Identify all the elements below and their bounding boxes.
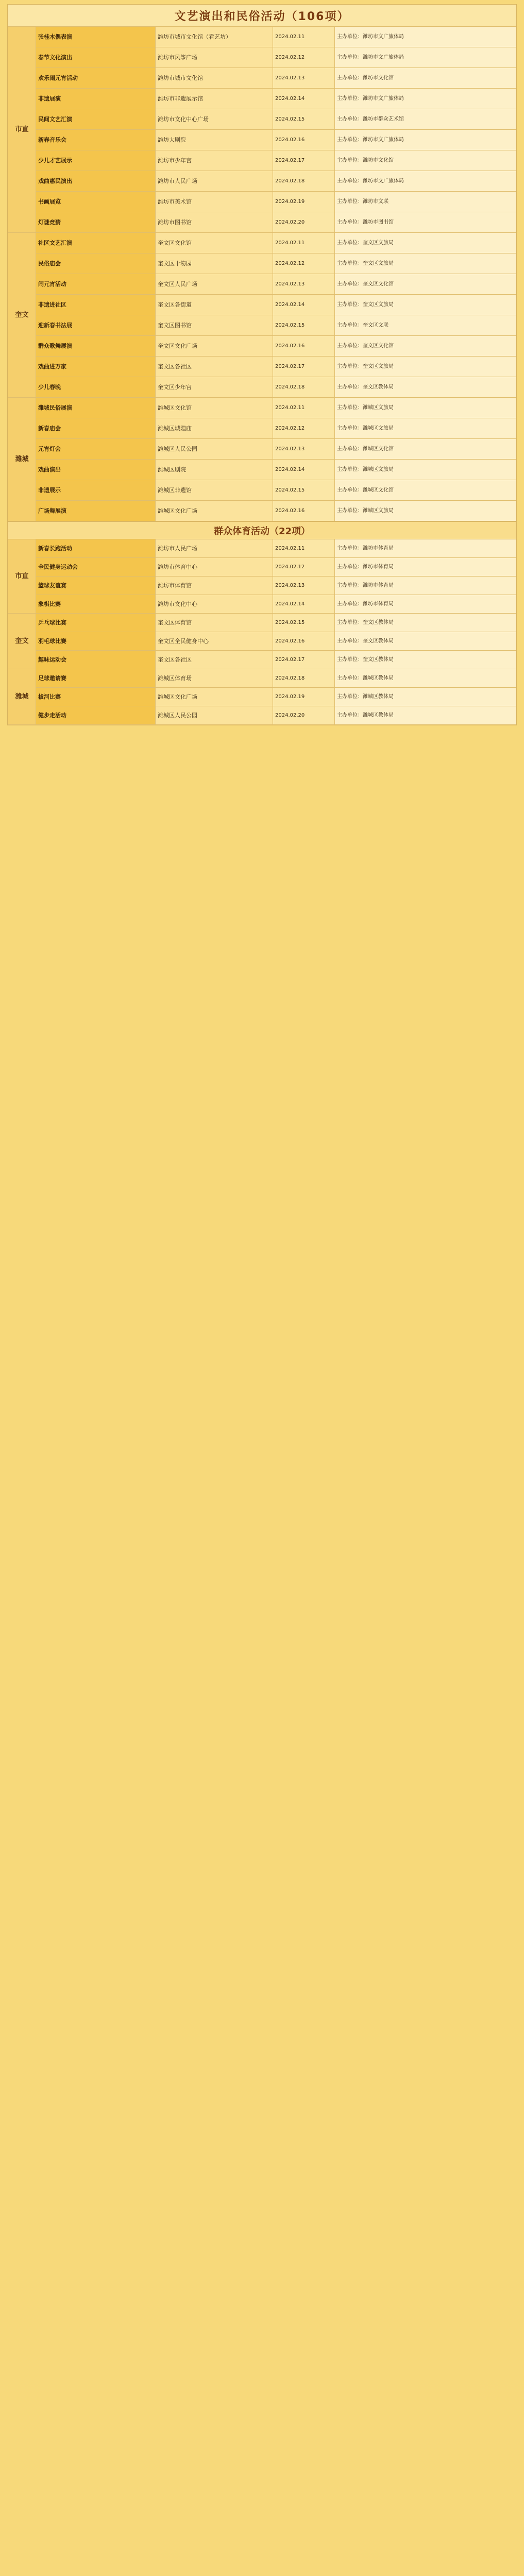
event-place-cell: 奎文区文化广场 [156, 336, 273, 357]
event-name-cell: 新春音乐会 [36, 130, 156, 150]
event-name-cell: 书画展览 [36, 192, 156, 212]
event-place-cell: 奎文区文化馆 [156, 233, 273, 253]
event-place-cell: 潍城区城隍庙 [156, 418, 273, 439]
table-row [8, 212, 516, 233]
table-row [8, 233, 516, 253]
event-date-cell: 2024.02.13 [273, 274, 335, 295]
event-date-cell: 2024.02.13 [273, 439, 335, 460]
event-place-cell: 潍坊市文化中心 [156, 595, 273, 614]
event-place-cell: 潍城区人民公园 [156, 706, 273, 725]
event-date-cell: 2024.02.16 [273, 632, 335, 651]
table-row [8, 130, 516, 150]
event-organizer-cell: 主办单位：潍坊市图书馆 [335, 212, 516, 233]
sports-events-table [8, 539, 516, 725]
event-date-cell: 2024.02.14 [273, 460, 335, 480]
event-organizer-cell: 主办单位：潍坊市文化馆 [335, 150, 516, 171]
event-place-cell: 潍城区文化广场 [156, 501, 273, 521]
event-name-cell: 非遗展示 [36, 480, 156, 501]
table-row [8, 577, 516, 595]
event-organizer-cell: 主办单位：潍坊市文广旅体局 [335, 47, 516, 68]
region-cell: 市直 [8, 27, 36, 233]
event-name-cell: 少儿春晚 [36, 377, 156, 398]
event-date-cell: 2024.02.17 [273, 150, 335, 171]
event-place-cell: 潍坊市体育中心 [156, 558, 273, 577]
table-row [8, 651, 516, 669]
table-row [8, 460, 516, 480]
event-name-cell: 戏曲演出 [36, 460, 156, 480]
event-name-cell: 闹元宵活动 [36, 274, 156, 295]
event-date-cell: 2024.02.12 [273, 418, 335, 439]
table-row [8, 315, 516, 336]
event-place-cell: 潍坊大剧院 [156, 130, 273, 150]
event-place-cell: 潍坊市城市文化馆 [156, 68, 273, 89]
table-row [8, 336, 516, 357]
event-organizer-cell: 主办单位：奎文区文旅局 [335, 295, 516, 315]
table-row [8, 68, 516, 89]
table-row [8, 669, 516, 688]
region-cell: 市直 [8, 539, 36, 614]
event-organizer-cell: 主办单位：奎文区教体局 [335, 377, 516, 398]
region-cell: 潍城 [8, 669, 36, 725]
region-cell: 潍城 [8, 398, 36, 521]
event-name-cell: 新春庙会 [36, 418, 156, 439]
table-row [8, 614, 516, 632]
event-organizer-cell: 主办单位：潍城区文旅局 [335, 501, 516, 521]
event-name-cell: 非遗进社区 [36, 295, 156, 315]
event-organizer-cell: 主办单位：奎文区文联 [335, 315, 516, 336]
event-date-cell: 2024.02.18 [273, 171, 335, 192]
event-date-cell: 2024.02.15 [273, 109, 335, 130]
event-place-cell: 奎文区体育馆 [156, 614, 273, 632]
event-organizer-cell: 主办单位：潍城区教体局 [335, 688, 516, 706]
event-place-cell: 潍坊市文化中心广场 [156, 109, 273, 130]
table-row [8, 632, 516, 651]
event-schedule-sheet [7, 4, 517, 725]
event-name-cell: 新春长跑活动 [36, 539, 156, 558]
event-date-cell: 2024.02.19 [273, 688, 335, 706]
event-place-cell: 潍坊市少年宫 [156, 150, 273, 171]
table-row [8, 150, 516, 171]
table-row [8, 501, 516, 521]
table-row [8, 295, 516, 315]
region-cell: 奎文 [8, 233, 36, 398]
table-row [8, 89, 516, 109]
event-organizer-cell: 主办单位：奎文区文化馆 [335, 274, 516, 295]
event-name-cell: 足球邀请赛 [36, 669, 156, 688]
event-organizer-cell: 主办单位：潍坊市文广旅体局 [335, 27, 516, 47]
event-place-cell: 奎文区人民广场 [156, 274, 273, 295]
event-date-cell: 2024.02.18 [273, 669, 335, 688]
table-row [8, 357, 516, 377]
region-cell: 奎文 [8, 614, 36, 669]
event-name-cell: 非遗展演 [36, 89, 156, 109]
table-row [8, 109, 516, 130]
event-date-cell: 2024.02.11 [273, 233, 335, 253]
table-row [8, 377, 516, 398]
event-place-cell: 奎文区各社区 [156, 357, 273, 377]
event-place-cell: 奎文区少年宫 [156, 377, 273, 398]
event-organizer-cell: 主办单位：奎文区文旅局 [335, 357, 516, 377]
table-row [8, 253, 516, 274]
event-place-cell: 奎文区各街道 [156, 295, 273, 315]
table-row [8, 398, 516, 418]
event-place-cell: 潍坊市风筝广场 [156, 47, 273, 68]
table-row [8, 27, 516, 47]
event-name-cell: 广场舞展演 [36, 501, 156, 521]
event-place-cell: 潍坊市图书馆 [156, 212, 273, 233]
event-organizer-cell: 主办单位：潍坊市群众艺术馆 [335, 109, 516, 130]
event-date-cell: 2024.02.14 [273, 89, 335, 109]
event-name-cell: 羽毛球比赛 [36, 632, 156, 651]
event-name-cell: 少儿才艺展示 [36, 150, 156, 171]
table-row [8, 418, 516, 439]
event-organizer-cell: 主办单位：潍坊市体育局 [335, 558, 516, 577]
event-name-cell: 春节文化演出 [36, 47, 156, 68]
event-date-cell: 2024.02.12 [273, 253, 335, 274]
table-row [8, 171, 516, 192]
event-organizer-cell: 主办单位：潍坊市体育局 [335, 539, 516, 558]
table-row [8, 192, 516, 212]
event-organizer-cell: 主办单位：潍坊市文广旅体局 [335, 130, 516, 150]
event-place-cell: 奎文区十笏园 [156, 253, 273, 274]
event-organizer-cell: 主办单位：潍坊市体育局 [335, 595, 516, 614]
event-organizer-cell: 主办单位：奎文区教体局 [335, 651, 516, 669]
table-row [8, 47, 516, 68]
event-organizer-cell: 主办单位：奎文区文化馆 [335, 336, 516, 357]
event-organizer-cell: 主办单位：潍城区教体局 [335, 669, 516, 688]
event-organizer-cell: 主办单位：潍城区文化馆 [335, 480, 516, 501]
table-row [8, 439, 516, 460]
event-name-cell: 社区文艺汇演 [36, 233, 156, 253]
event-place-cell: 潍城区文化馆 [156, 398, 273, 418]
event-organizer-cell: 主办单位：奎文区教体局 [335, 632, 516, 651]
event-organizer-cell: 主办单位：潍坊市文广旅体局 [335, 171, 516, 192]
event-name-cell: 群众歌舞展演 [36, 336, 156, 357]
event-date-cell: 2024.02.20 [273, 212, 335, 233]
event-place-cell: 潍城区剧院 [156, 460, 273, 480]
event-organizer-cell: 主办单位：奎文区教体局 [335, 614, 516, 632]
event-organizer-cell: 主办单位：奎文区文旅局 [335, 233, 516, 253]
event-organizer-cell: 主办单位：潍城区文旅局 [335, 418, 516, 439]
event-name-cell: 元宵灯会 [36, 439, 156, 460]
event-organizer-cell: 主办单位：潍坊市文联 [335, 192, 516, 212]
event-date-cell: 2024.02.16 [273, 501, 335, 521]
event-date-cell: 2024.02.12 [273, 558, 335, 577]
table-row [8, 558, 516, 577]
event-place-cell: 潍城区文化广场 [156, 688, 273, 706]
event-name-cell: 全民健身运动会 [36, 558, 156, 577]
event-place-cell: 潍坊市美术馆 [156, 192, 273, 212]
event-date-cell: 2024.02.15 [273, 614, 335, 632]
event-date-cell: 2024.02.11 [273, 398, 335, 418]
event-date-cell: 2024.02.19 [273, 192, 335, 212]
event-name-cell: 健步走活动 [36, 706, 156, 725]
event-name-cell: 戏曲惠民演出 [36, 171, 156, 192]
event-organizer-cell: 主办单位：奎文区文旅局 [335, 253, 516, 274]
event-organizer-cell: 主办单位：潍城区文旅局 [335, 460, 516, 480]
event-place-cell: 潍城区人民公园 [156, 439, 273, 460]
event-date-cell: 2024.02.16 [273, 336, 335, 357]
event-organizer-cell: 主办单位：潍坊市体育局 [335, 577, 516, 595]
event-organizer-cell: 主办单位：潍城区教体局 [335, 706, 516, 725]
event-place-cell: 潍坊市人民广场 [156, 171, 273, 192]
event-date-cell: 2024.02.14 [273, 595, 335, 614]
page-title: 文艺演出和民俗活动（106项） [174, 10, 350, 23]
event-date-cell: 2024.02.17 [273, 357, 335, 377]
event-name-cell: 欢乐闹元宵活动 [36, 68, 156, 89]
event-name-cell: 戏曲进万家 [36, 357, 156, 377]
event-organizer-cell: 主办单位：潍城区文化馆 [335, 439, 516, 460]
event-date-cell: 2024.02.16 [273, 130, 335, 150]
event-name-cell: 乒乓球比赛 [36, 614, 156, 632]
event-date-cell: 2024.02.13 [273, 577, 335, 595]
event-place-cell: 潍坊市体育馆 [156, 577, 273, 595]
event-date-cell: 2024.02.15 [273, 315, 335, 336]
event-name-cell: 拔河比赛 [36, 688, 156, 706]
event-place-cell: 潍城区体育场 [156, 669, 273, 688]
culture-events-table [8, 26, 516, 521]
event-date-cell: 2024.02.12 [273, 47, 335, 68]
event-place-cell: 奎文区各社区 [156, 651, 273, 669]
event-name-cell: 民间文艺汇演 [36, 109, 156, 130]
table-row [8, 706, 516, 725]
table-row [8, 688, 516, 706]
event-date-cell: 2024.02.17 [273, 651, 335, 669]
event-date-cell: 2024.02.18 [273, 377, 335, 398]
event-name-cell: 迎新春书法展 [36, 315, 156, 336]
event-date-cell: 2024.02.14 [273, 295, 335, 315]
event-place-cell: 潍城区非遗馆 [156, 480, 273, 501]
event-date-cell: 2024.02.13 [273, 68, 335, 89]
event-date-cell: 2024.02.11 [273, 27, 335, 47]
event-place-cell: 潍坊市人民广场 [156, 539, 273, 558]
event-name-cell: 民俗庙会 [36, 253, 156, 274]
table-row [8, 595, 516, 614]
event-name-cell: 象棋比赛 [36, 595, 156, 614]
event-name-cell: 篮球友谊赛 [36, 577, 156, 595]
event-place-cell: 奎文区图书馆 [156, 315, 273, 336]
table-row [8, 480, 516, 501]
event-place-cell: 潍坊市非遗展示馆 [156, 89, 273, 109]
event-name-cell: 趣味运动会 [36, 651, 156, 669]
event-organizer-cell: 主办单位：潍坊市文广旅体局 [335, 89, 516, 109]
event-organizer-cell: 主办单位：潍坊市文化馆 [335, 68, 516, 89]
event-name-cell: 张桂木偶表演 [36, 27, 156, 47]
event-organizer-cell: 主办单位：潍城区文旅局 [335, 398, 516, 418]
table-row [8, 274, 516, 295]
event-name-cell: 潍城民俗展演 [36, 398, 156, 418]
event-date-cell: 2024.02.15 [273, 480, 335, 501]
event-date-cell: 2024.02.20 [273, 706, 335, 725]
event-place-cell: 奎文区全民健身中心 [156, 632, 273, 651]
section-subtitle: 群众体育活动（22项） [8, 521, 516, 539]
table-row [8, 539, 516, 558]
event-place-cell: 潍坊市城市文化馆（看艺坊） [156, 27, 273, 47]
event-date-cell: 2024.02.11 [273, 539, 335, 558]
event-name-cell: 灯谜竞猜 [36, 212, 156, 233]
